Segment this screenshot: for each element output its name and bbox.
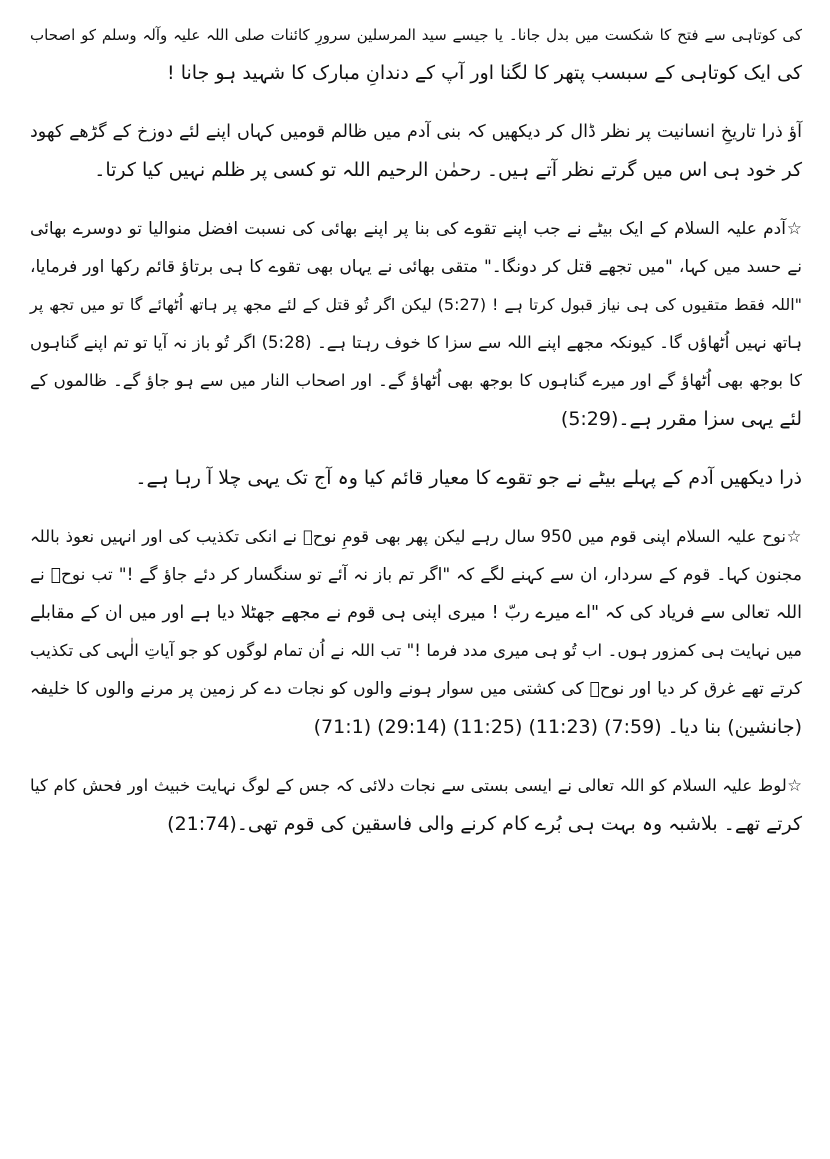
text-line: (جانشین) بنا دیا۔ (7:59) (11:23) (11:25) (29:14) (71:1) — [313, 716, 802, 738]
text-line: اللہ تعالی سے فریاد کی کہ "اے میرے ربّ ! میری اپنی ہی قوم نے مجھے جھٹلا دیا ہے اور میں ان کے مقابلے — [30, 603, 802, 623]
text-line: کر خود ہی اس میں گرتے نظر آتے ہیں۔ رحمٰن الرحیم اللہ تو کسی پر ظلم نہیں کیا کرتا۔ — [94, 159, 802, 181]
paragraph-lot — [30, 767, 802, 843]
paragraph-intro-defeat — [30, 16, 802, 92]
paragraph-sons-of-adam — [30, 210, 802, 438]
text-line: کا بوجھ بھی اُٹھاؤ گے اور میرے گناہوں کا بوجھ بھی اُٹھاؤ گے۔ اور اصحاب النار میں سے ہو جاؤ گے۔ ظالموں کے — [30, 371, 802, 390]
text-line: کرتے تھے غرق کر دیا اور نوحؑ کی کشتی میں سوار ہونے والوں کو نجات دے کر زمین پر مرنے والوں کا خلیفہ — [30, 679, 802, 699]
paragraph-first-son-standard — [30, 459, 802, 497]
paragraph-history-of-humanity — [30, 113, 802, 189]
text-line: ہاتھ نہیں اُٹھاؤں گا۔ کیونکہ مجھے اپنے اللہ سے سزا کا خوف رہتا ہے۔ (5:28) اگر تُو باز نہ آیا تو تم اپنے گناہوں — [30, 333, 802, 352]
text-line: لئے یہی سزا مقرر ہے۔(5:29) — [560, 408, 802, 430]
text-line: نے حسد میں کہا، "میں تجھے قتل کر دونگا۔" متقی بھائی نے یہاں بھی تقوے کا ہی برتاؤ قائم رکھا اور فرمایا، — [30, 257, 802, 277]
text-line: ☆لوط علیہ السلام کو اللہ تعالی نے ایسی بستی سے نجات دلائی کہ جس کے لوگ نہایت خبیث اور فحش کام کیا — [30, 776, 802, 795]
text-line: مجنون کہا۔ قوم کے سردار، ان سے کہنے لگے کہ "اگر تم باز نہ آئے تو سنگسار کر دئے جاؤ گے !" تب نوحؑ نے — [30, 565, 802, 585]
text-line: ☆نوح علیہ السلام اپنی قوم میں 950 سال رہے لیکن پھر بھی قومِ نوحؑ نے انکی تکذیب کی اور انہیں نعوذ باللہ — [30, 527, 802, 546]
text-line: کی ایک کوتاہی کے سبسب پتھر کا لگنا اور آپ کے دندانِ مبارک کا شہید ہو جانا ! — [167, 62, 802, 84]
paragraph-noah — [30, 518, 802, 746]
text-line: کی کوتاہی سے فتح کا شکست میں بدل جانا۔ یا جیسے سید المرسلین سرورِ کائنات صلی اللہ علیہ وآلہ وسلم کو اصحاب — [30, 26, 802, 44]
text-line: کرتے تھے۔ بلاشبہ وہ بہت ہی بُرے کام کرنے والی فاسقین کی قوم تھی۔(21:74) — [167, 813, 802, 835]
text-line: آؤ ذرا تاریخِ انسانیت پر نظر ڈال کر دیکھیں کہ بنی آدم میں ظالم قومیں کہاں اپنے لئے دوزخ کے گڑھے کھود — [30, 122, 802, 142]
text-line: "اللہ فقط متقیوں کی ہی نیاز قبول کرتا ہے ! (5:27) لیکن اگر تُو قتل کے لئے مجھ پر ہاتھ اُٹھائے گا تو میں تجھ پر — [30, 295, 802, 314]
text-line: ذرا دیکھیں آدم کے پہلے بیٹے نے جو تقوے کا معیار قائم کیا وہ آج تک یہی چلا آ رہا ہے۔ — [135, 467, 802, 489]
text-line: ☆آدم علیہ السلام کے ایک بیٹے نے جب اپنے تقوے کی بنا پر اپنے بھائی کی نسبت افضل منوالیا تو دوسرے بھائی — [30, 219, 802, 239]
text-line: میں نہایت ہی کمزور ہوں۔ اب تُو ہی میری مدد فرما !" تب اللہ نے اُن تمام لوگوں کو جو آیاتِ الٰہی کی تکذیب — [30, 641, 802, 660]
